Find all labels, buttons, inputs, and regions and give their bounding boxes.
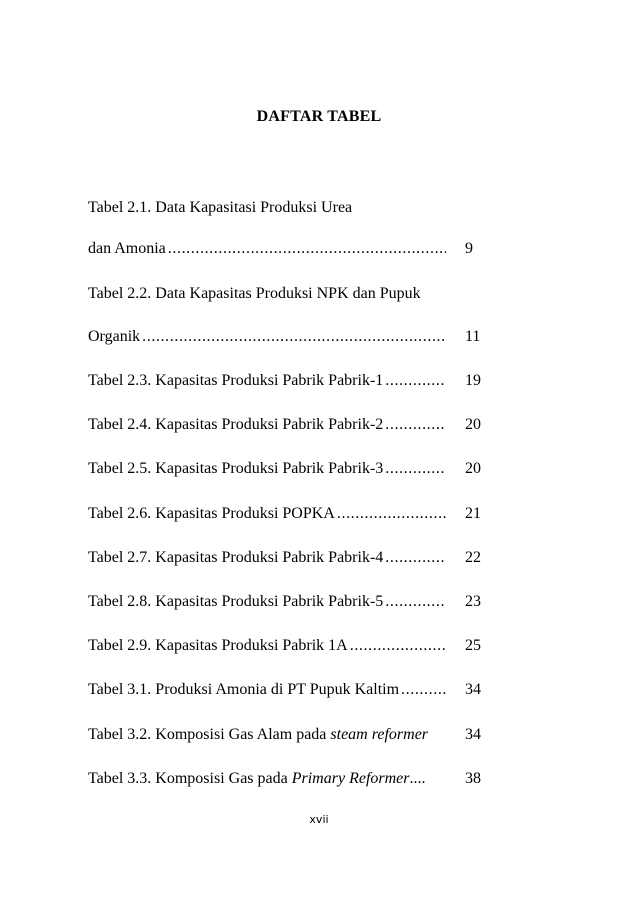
toc-entry-2-1-line1 <box>88 197 498 219</box>
toc-entry-2-3[interactable] <box>88 370 498 392</box>
toc-page-number: 20 <box>465 460 481 477</box>
toc-page-number: 38 <box>465 770 481 787</box>
toc-entry-text: Tabel 3.1. Produksi Amonia di PT Pupuk Kaltim <box>88 681 400 698</box>
toc-page-number: 21 <box>465 505 481 522</box>
toc-page-number: 22 <box>465 549 481 566</box>
toc-entry-text: Tabel 2.4. Kapasitas Produksi Pabrik Pabrik-2 <box>88 416 384 433</box>
toc-page-number: 9 <box>465 240 473 257</box>
toc-entry-2-7[interactable] <box>88 547 498 569</box>
toc-page-number: 34 <box>465 726 481 743</box>
toc-page-number: 34 <box>465 681 481 698</box>
toc-entry-text: Organik <box>88 328 141 345</box>
toc-entry-3-1[interactable] <box>88 679 498 701</box>
toc-entry-text: Tabel 2.7. Kapasitas Produksi Pabrik Pabrik-4 <box>88 549 384 566</box>
toc-page-number: 20 <box>465 416 481 433</box>
toc-entry-text: Tabel 3.3. Komposisi Gas pada <box>88 770 292 787</box>
toc-entry-text: Tabel 2.3. Kapasitas Produksi Pabrik Pabrik-1 <box>88 372 384 389</box>
toc-entry-text: Tabel 2.8. Kapasitas Produksi Pabrik Pabrik-5 <box>88 593 384 610</box>
toc-entry-text: Tabel 2.9. Kapasitas Produksi Pabrik 1A <box>88 637 348 654</box>
toc-entry-2-6[interactable] <box>88 503 498 525</box>
toc-entry-2-2-line2[interactable] <box>88 326 498 348</box>
toc-leader-dots: .... <box>409 770 426 787</box>
toc-entry-italic-text: steam reformer <box>330 726 429 743</box>
toc-entry-2-2-line1 <box>88 283 498 305</box>
toc-entry-text: Tabel 2.5. Kapasitas Produksi Pabrik Pabrik-3 <box>88 460 384 477</box>
toc-entry-2-4[interactable] <box>88 414 498 436</box>
toc-entry-2-9[interactable] <box>88 635 498 657</box>
toc-entry-3-2[interactable] <box>88 724 498 746</box>
toc-entry-2-8[interactable] <box>88 591 498 613</box>
toc-entry-text: Tabel 3.2. Komposisi Gas Alam pada <box>88 726 331 743</box>
toc-page-number: 23 <box>465 593 481 610</box>
toc-page-number: 11 <box>465 328 481 345</box>
toc-entry-text: dan Amonia <box>88 240 166 257</box>
toc-entry-text: Tabel 2.6. Kapasitas Produksi POPKA <box>88 505 335 522</box>
toc-entry-3-3[interactable] <box>88 768 498 790</box>
page-title: DAFTAR TABEL <box>256 108 382 125</box>
toc-page-number: 19 <box>465 372 481 389</box>
toc-entry-2-1-line2[interactable] <box>88 238 498 260</box>
toc-entry-text: Tabel 2.1. Data Kapasitasi Produksi Urea <box>88 199 353 216</box>
toc-entry-text: Tabel 2.2. Data Kapasitas Produksi NPK dan Pupuk <box>88 285 421 302</box>
toc-page-number: 25 <box>465 637 481 654</box>
page-number-footer: xvii <box>309 813 329 826</box>
toc-entry-italic-text: Primary Reformer <box>291 770 410 787</box>
toc-entry-2-5[interactable] <box>88 458 498 480</box>
